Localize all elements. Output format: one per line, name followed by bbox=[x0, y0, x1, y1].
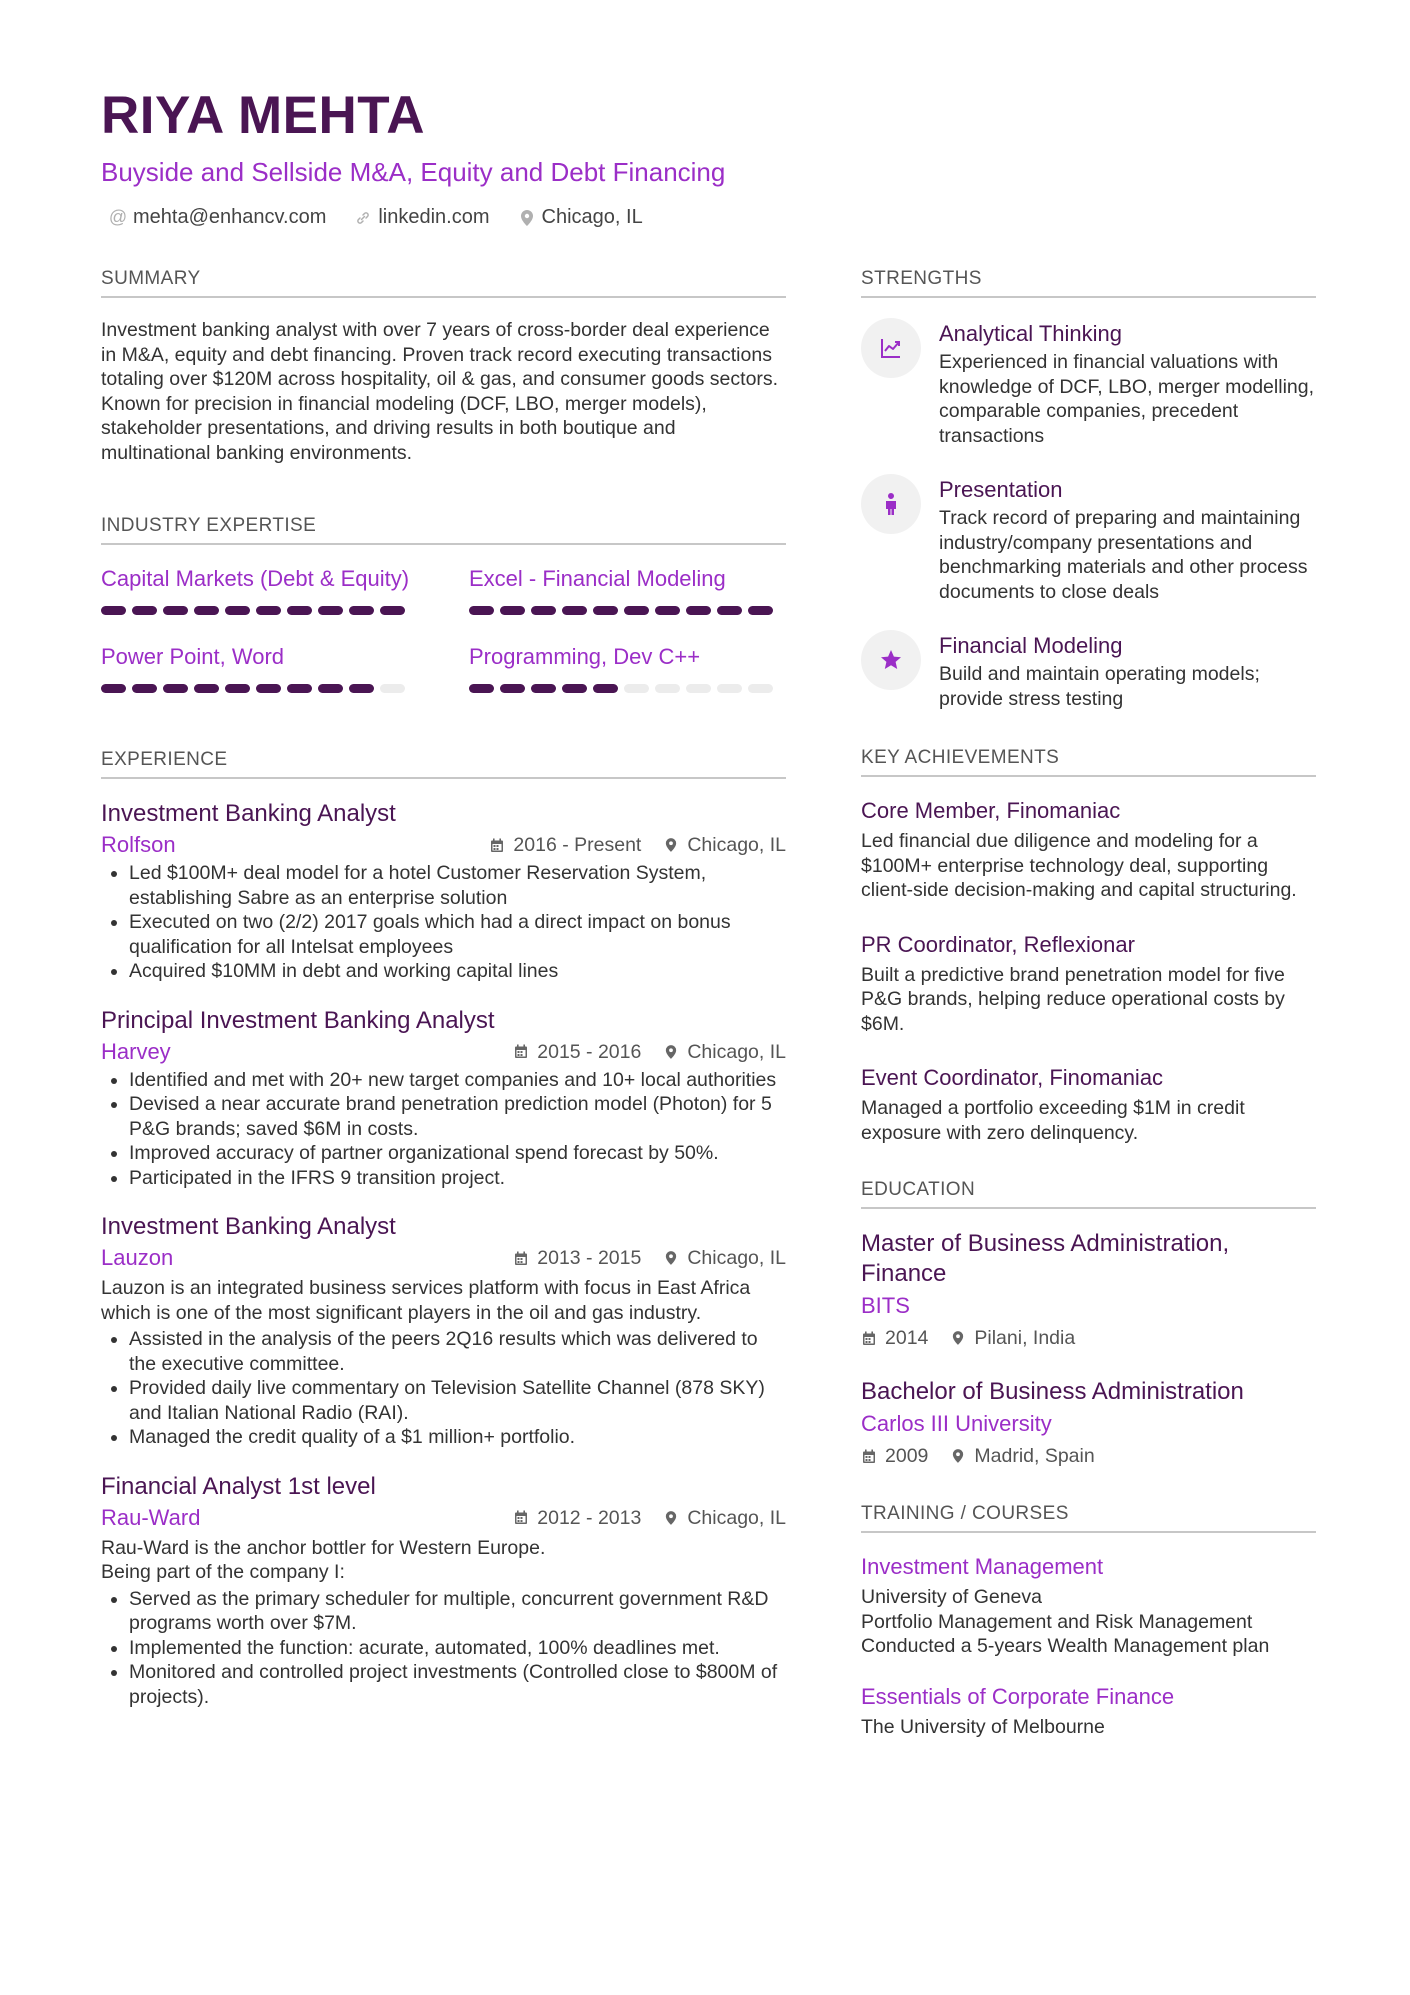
skill-dot-filled bbox=[256, 684, 281, 693]
chart-line-icon bbox=[861, 318, 921, 378]
strength-title: Financial Modeling bbox=[939, 633, 1123, 658]
skill-dot-filled bbox=[349, 684, 374, 693]
left-column bbox=[101, 268, 786, 1731]
school-name: BITS bbox=[861, 1293, 910, 1318]
calendar-icon bbox=[513, 1510, 529, 1525]
job-bullet: • Monitored and controlled project investments (Controlled close to $800M of projects). bbox=[129, 1660, 786, 1709]
skill-dot-filled bbox=[562, 606, 587, 615]
job-meta-right bbox=[513, 1504, 786, 1532]
summary-section bbox=[101, 268, 786, 465]
expertise-item bbox=[469, 643, 779, 693]
section-title-education: EDUCATION bbox=[861, 1179, 1316, 1209]
expertise-item bbox=[101, 565, 411, 615]
education-location-text: Madrid, Spain bbox=[974, 1445, 1095, 1467]
job-title: Investment Banking Analyst bbox=[101, 800, 396, 827]
job-title: Principal Investment Banking Analyst bbox=[101, 1006, 495, 1034]
job-dates-text: 2016 - Present bbox=[513, 834, 642, 856]
strength-item bbox=[861, 630, 1316, 711]
map-pin-icon bbox=[950, 1448, 966, 1464]
course-line: Conducted a 5-years Wealth Management plan bbox=[861, 1635, 1270, 1657]
course-details bbox=[861, 1585, 1316, 1659]
job-bullet: • Assisted in the analysis of the peers 2Q16 results which was delivered to the executive committee. bbox=[129, 1327, 786, 1376]
skill-level-bar bbox=[101, 606, 411, 615]
job-dates-text: 2015 - 2016 bbox=[537, 1040, 642, 1063]
job-bullet: • Improved accuracy of partner organizational spend forecast by 50%. bbox=[129, 1141, 786, 1166]
skill-dot-empty bbox=[748, 684, 773, 693]
strength-item bbox=[861, 318, 1316, 448]
company-description-line2: Being part of the company I: bbox=[101, 1561, 345, 1583]
job-meta-right bbox=[489, 831, 786, 859]
map-pin-icon bbox=[663, 1510, 679, 1526]
linkedin-text: linkedin.com bbox=[378, 206, 490, 228]
expertise-label: Programming, Dev C++ bbox=[469, 644, 701, 669]
achievements-section bbox=[861, 747, 1316, 1145]
company-description: Lauzon is an integrated business services platform with focus in East Africa which is one of the most significant players in the oil and gas industry. bbox=[101, 1277, 751, 1324]
contact-linkedin[interactable] bbox=[354, 206, 489, 229]
education-year bbox=[861, 1443, 928, 1469]
job-dates bbox=[513, 1244, 641, 1272]
job-meta bbox=[101, 831, 786, 859]
job-bullets bbox=[101, 1587, 786, 1710]
skill-dot-filled bbox=[380, 606, 405, 615]
job-bullet: • Provided daily live commentary on Television Satellite Channel (878 SKY) and Italian National Radio (RAI). bbox=[129, 1376, 786, 1425]
skill-level-bar bbox=[469, 606, 779, 615]
right-column bbox=[861, 268, 1316, 1763]
degree-title: Bachelor of Business Administration bbox=[861, 1378, 1244, 1405]
job-location bbox=[663, 1504, 786, 1532]
achievement-title: Event Coordinator, Finomaniac bbox=[861, 1065, 1164, 1090]
skill-dot-filled bbox=[163, 606, 188, 615]
job-location-text: Chicago, IL bbox=[687, 834, 786, 856]
section-title-summary: SUMMARY bbox=[101, 268, 786, 298]
education-item bbox=[861, 1377, 1316, 1469]
skill-dot-filled bbox=[163, 684, 188, 693]
job-meta bbox=[101, 1504, 786, 1532]
candidate-name: RIYA MEHTA bbox=[101, 86, 426, 145]
expertise-item bbox=[469, 565, 779, 615]
strength-text: Track record of preparing and maintaining industry/company presentations and benchmarking materials and other process documents to close deals bbox=[939, 507, 1308, 603]
course-title: Essentials of Corporate Finance bbox=[861, 1683, 1175, 1709]
course-line: The University of Melbourne bbox=[861, 1715, 1105, 1738]
job-bullet: • Acquired $10MM in debt and working capital lines bbox=[129, 959, 786, 984]
skill-dot-filled bbox=[349, 606, 374, 615]
contact-info bbox=[101, 206, 1301, 229]
skill-dot-filled bbox=[287, 684, 312, 693]
job-title: Investment Banking Analyst bbox=[101, 1213, 396, 1240]
achievement-text: Managed a portfolio exceeding $1M in credit exposure with zero delinquency. bbox=[861, 1097, 1245, 1144]
school-name: Carlos III University bbox=[861, 1411, 1052, 1436]
contact-location bbox=[518, 206, 643, 229]
skill-dot-filled bbox=[287, 606, 312, 615]
strength-text: Experienced in financial valuations with knowledge of DCF, LBO, merger modelling, comparable companies, precedent transactions bbox=[939, 351, 1315, 447]
expertise-section bbox=[101, 515, 786, 693]
course-item bbox=[861, 1553, 1316, 1659]
course-line: University of Geneva bbox=[861, 1586, 1042, 1608]
skill-dot-filled bbox=[318, 684, 343, 693]
company-name: Rau-Ward bbox=[101, 1504, 201, 1530]
skill-dot-filled bbox=[318, 606, 343, 615]
job-bullets bbox=[101, 1327, 786, 1450]
education-meta bbox=[861, 1325, 1316, 1351]
job-entry bbox=[101, 799, 786, 984]
job-location bbox=[663, 1038, 786, 1066]
education-location bbox=[950, 1443, 1094, 1469]
job-bullet: • Executed on two (2/2) 2017 goals which had a direct impact on bonus qualification for all Intelsat employees bbox=[129, 910, 786, 959]
section-title-experience: EXPERIENCE bbox=[101, 749, 786, 779]
job-location-text: Chicago, IL bbox=[687, 1247, 786, 1269]
skill-dot-filled bbox=[225, 606, 250, 615]
skill-dot-filled bbox=[256, 606, 281, 615]
skill-dot-filled bbox=[655, 606, 680, 615]
expertise-label: Power Point, Word bbox=[101, 644, 285, 669]
education-item bbox=[861, 1229, 1316, 1351]
training-section bbox=[861, 1503, 1316, 1739]
strengths-section bbox=[861, 268, 1316, 711]
skill-level-bar bbox=[469, 684, 779, 693]
course-line: Portfolio Management and Risk Management bbox=[861, 1610, 1253, 1633]
expertise-label: Excel - Financial Modeling bbox=[469, 566, 726, 591]
skill-dot-empty bbox=[380, 684, 405, 693]
job-entry bbox=[101, 1472, 786, 1710]
job-location bbox=[663, 831, 786, 859]
map-pin-icon bbox=[663, 1250, 679, 1266]
course-title: Investment Management bbox=[861, 1554, 1104, 1579]
skill-dot-filled bbox=[101, 684, 126, 693]
skill-level-bar bbox=[101, 684, 411, 693]
section-title-achievements: KEY ACHIEVEMENTS bbox=[861, 747, 1316, 777]
job-entry bbox=[101, 1212, 786, 1450]
achievement-item bbox=[861, 797, 1316, 903]
map-pin-icon bbox=[663, 1044, 679, 1060]
person-icon bbox=[861, 474, 921, 534]
job-bullet: • Led $100M+ deal model for a hotel Customer Reservation System, establishing Sabre as an enterprise solution bbox=[129, 861, 786, 910]
education-meta bbox=[861, 1443, 1316, 1469]
degree-title: Master of Business Administration, Finance bbox=[861, 1230, 1230, 1287]
achievement-item bbox=[861, 931, 1316, 1037]
skill-dot-filled bbox=[562, 684, 587, 693]
calendar-icon bbox=[861, 1331, 877, 1346]
link-icon bbox=[354, 210, 372, 226]
skill-dot-filled bbox=[531, 606, 556, 615]
job-dates-text: 2013 - 2015 bbox=[537, 1247, 642, 1269]
education-year-text: 2014 bbox=[885, 1327, 929, 1349]
education-year bbox=[861, 1325, 928, 1351]
achievement-item bbox=[861, 1064, 1316, 1145]
star-icon bbox=[861, 630, 921, 690]
job-dates bbox=[513, 1038, 641, 1066]
calendar-icon bbox=[489, 838, 505, 853]
course-details bbox=[861, 1715, 1316, 1740]
email-text: mehta@enhancv.com bbox=[133, 206, 327, 228]
education-year-text: 2009 bbox=[885, 1445, 929, 1467]
education-location-text: Pilani, India bbox=[974, 1327, 1076, 1349]
skill-dot-empty bbox=[624, 684, 649, 693]
skill-dot-filled bbox=[194, 684, 219, 693]
map-pin-icon bbox=[518, 209, 536, 227]
strength-title: Presentation bbox=[939, 477, 1063, 502]
job-bullet: • Managed the credit quality of a $1 million+ portfolio. bbox=[129, 1425, 786, 1450]
calendar-icon bbox=[861, 1449, 877, 1464]
skill-dot-filled bbox=[194, 606, 219, 615]
section-title-strengths: STRENGTHS bbox=[861, 268, 1316, 298]
skill-dot-filled bbox=[132, 684, 157, 693]
skill-dot-filled bbox=[624, 606, 649, 615]
strength-text: Build and maintain operating models; provide stress testing bbox=[939, 663, 1260, 710]
at-sign-icon: @ bbox=[108, 207, 128, 227]
skill-dot-empty bbox=[686, 684, 711, 693]
achievement-text: Built a predictive brand penetration model for five P&G brands, helping reduce operational costs by $6M. bbox=[861, 963, 1285, 1035]
skill-dot-filled bbox=[593, 684, 618, 693]
achievement-title: PR Coordinator, Reflexionar bbox=[861, 931, 1135, 957]
skill-dot-filled bbox=[132, 606, 157, 615]
summary-text: Investment banking analyst with over 7 years of cross-border deal experience in M&A, equity and debt financing. Proven track record executing transactions totaling over $120M across hospitality, oil & gas, and consumer goods sectors. Known for precision in financial modeling (DCF, LBO, merger models), stakeholder presentations, and driving results in both boutique and multinational banking environments. bbox=[101, 319, 779, 464]
strength-item bbox=[861, 474, 1316, 604]
job-location-text: Chicago, IL bbox=[687, 1506, 786, 1529]
job-dates-text: 2012 - 2013 bbox=[537, 1506, 642, 1529]
resume-header bbox=[101, 84, 1301, 229]
job-bullet: • Participated in the IFRS 9 transition project. bbox=[129, 1166, 786, 1191]
job-dates bbox=[489, 831, 641, 859]
calendar-icon bbox=[513, 1044, 529, 1059]
course-item bbox=[861, 1683, 1316, 1740]
skill-dot-filled bbox=[101, 606, 126, 615]
skill-dot-filled bbox=[500, 684, 525, 693]
achievement-text: Led financial due diligence and modeling for a $100M+ enterprise technology deal, supporting client-side decision-making and capital structuring. bbox=[861, 830, 1297, 901]
skill-dot-filled bbox=[593, 606, 618, 615]
job-meta bbox=[101, 1038, 786, 1066]
job-meta bbox=[101, 1244, 786, 1272]
job-location-text: Chicago, IL bbox=[687, 1040, 786, 1063]
expertise-item bbox=[101, 643, 411, 693]
job-bullet: • Devised a near accurate brand penetration prediction model (Photon) for 5 P&G brands; saved $6M in costs. bbox=[129, 1092, 786, 1141]
skill-dot-empty bbox=[717, 684, 742, 693]
job-meta-right bbox=[513, 1244, 786, 1272]
section-title-training: TRAINING / COURSES bbox=[861, 1503, 1316, 1533]
achievement-title: Core Member, Finomaniac bbox=[861, 798, 1121, 823]
candidate-tagline: Buyside and Sellside M&A, Equity and Debt Financing bbox=[101, 157, 726, 187]
job-dates bbox=[513, 1504, 641, 1532]
skill-dot-filled bbox=[748, 606, 773, 615]
job-bullets bbox=[101, 1068, 786, 1191]
skill-dot-filled bbox=[531, 684, 556, 693]
map-pin-icon bbox=[950, 1330, 966, 1346]
job-bullets bbox=[101, 861, 786, 984]
company-description: Rau-Ward is the anchor bottler for Western Europe. bbox=[101, 1536, 546, 1559]
job-bullet: • Identified and met with 20+ new target companies and 10+ local authorities bbox=[129, 1068, 786, 1093]
skill-dot-filled bbox=[717, 606, 742, 615]
company-name: Lauzon bbox=[101, 1245, 174, 1270]
map-pin-icon bbox=[663, 837, 679, 853]
job-meta-right bbox=[513, 1038, 786, 1066]
job-location bbox=[663, 1244, 786, 1272]
skill-dot-empty bbox=[655, 684, 680, 693]
expertise-label: Capital Markets (Debt & Equity) bbox=[101, 566, 410, 591]
job-bullet: • Implemented the function: acurate, automated, 100% deadlines met. bbox=[129, 1636, 786, 1661]
contact-email[interactable] bbox=[109, 206, 326, 229]
skill-dot-filled bbox=[686, 606, 711, 615]
skill-dot-filled bbox=[500, 606, 525, 615]
company-name: Harvey bbox=[101, 1038, 171, 1064]
company-name: Rolfson bbox=[101, 832, 176, 857]
skill-dot-filled bbox=[469, 684, 494, 693]
education-section bbox=[861, 1179, 1316, 1469]
skill-dot-filled bbox=[469, 606, 494, 615]
job-entry bbox=[101, 1006, 786, 1191]
location-text: Chicago, IL bbox=[541, 206, 643, 228]
education-location bbox=[950, 1325, 1075, 1351]
job-title: Financial Analyst 1st level bbox=[101, 1472, 376, 1500]
expertise-grid bbox=[101, 565, 786, 693]
experience-section bbox=[101, 749, 786, 1709]
strength-title: Analytical Thinking bbox=[939, 321, 1123, 346]
section-title-expertise: INDUSTRY EXPERTISE bbox=[101, 515, 786, 545]
job-bullet: • Served as the primary scheduler for multiple, concurrent government R&D programs worth over $7M. bbox=[129, 1587, 786, 1636]
skill-dot-filled bbox=[225, 684, 250, 693]
calendar-icon bbox=[513, 1251, 529, 1266]
